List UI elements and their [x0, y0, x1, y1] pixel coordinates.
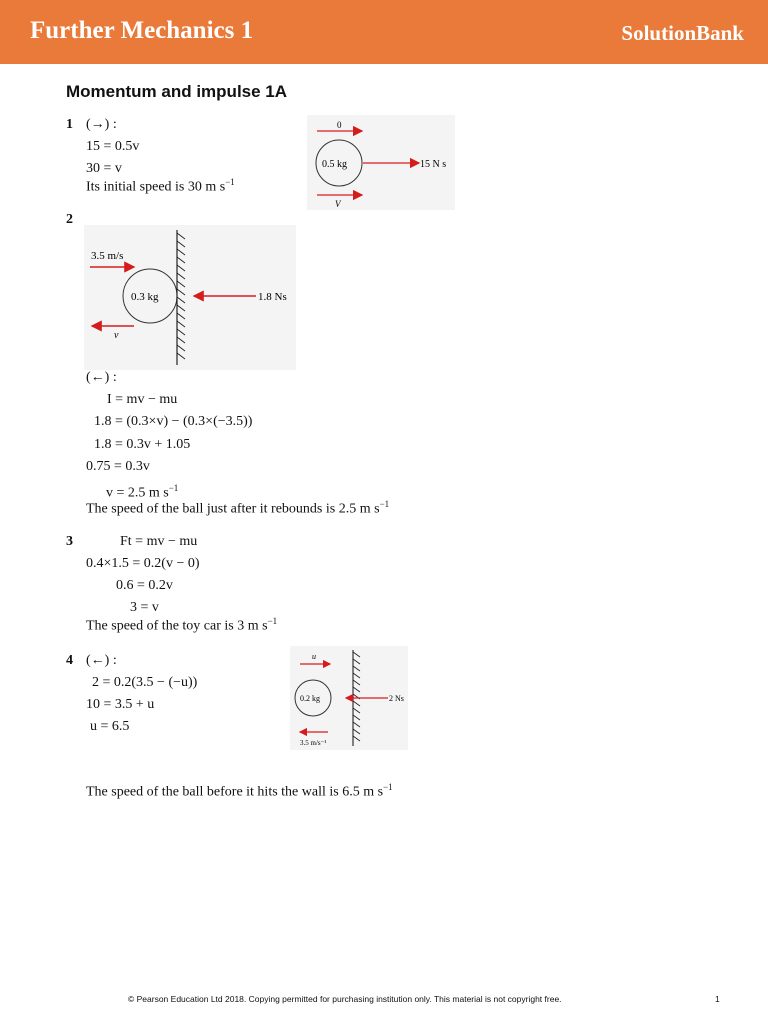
q2-rebound-label: v	[114, 330, 119, 341]
q1-answer: Its initial speed is 30 m $s^{-1}$	[86, 177, 235, 195]
q4-line-1: 2 = 0.2(3.5 − (−u))	[92, 675, 198, 690]
q2-direction: (←) :	[86, 370, 117, 385]
q1-diagram-svg	[307, 115, 455, 210]
q1-initial-label: 0	[337, 120, 342, 130]
question-4-number: 4	[66, 653, 73, 668]
q1-line-1: 15 = 0.5v	[86, 139, 140, 154]
q3-line-3: 0.6 = 0.2v	[116, 578, 173, 593]
q4-wall-hatching	[353, 652, 360, 741]
page-header	[0, 0, 768, 64]
q3-line-1: Ft = mv − mu	[120, 534, 198, 549]
question-2-number: 2	[66, 212, 73, 227]
q2-line-3: 1.8 = 0.3v + 1.05	[94, 437, 191, 452]
q4-mass-label: 0.2 kg	[300, 694, 320, 703]
q3-line-4: 3 = v	[130, 600, 159, 615]
q3-answer: The speed of the toy car is 3 m $s^{-1}$	[86, 616, 278, 634]
section-title: Momentum and impulse 1A	[66, 82, 288, 101]
q4-line-3: u = 6.5	[90, 719, 130, 734]
q3-line-2: 0.4×1.5 = 0.2(v − 0)	[86, 556, 200, 571]
question-3-number: 3	[66, 534, 73, 549]
q1-line-2: 30 = v	[86, 161, 122, 176]
q4-diagram	[290, 646, 408, 750]
question-1-number: 1	[66, 117, 73, 132]
q4-line-2: 10 = 3.5 + u	[86, 697, 155, 712]
q2-wall-hatching	[177, 233, 185, 359]
q2-impulse-label: 1.8 Ns	[258, 291, 287, 303]
q2-answer: The speed of the ball just after it rebounds is 2.5 m $s^{-1}$	[86, 499, 390, 517]
q1-final-label: V	[335, 199, 341, 209]
q4-diagram-svg	[290, 646, 408, 750]
q2-line-1: I = mv − mu	[107, 392, 178, 407]
q2-line-4: 0.75 = 0.3v	[86, 459, 150, 474]
q2-diagram	[84, 225, 296, 370]
page-number: 1	[715, 994, 720, 1004]
q4-rebound-label: 3.5 m/s⁻¹	[300, 739, 327, 747]
q1-mass-label: 0.5 kg	[322, 159, 347, 170]
q2-line-2: 1.8 = (0.3×v) − (0.3×(−3.5))	[94, 414, 253, 429]
footer-copyright: © Pearson Education Ltd 2018. Copying permitted for purchasing institution only. This material is not copyright free.	[128, 994, 562, 1004]
q1-impulse-label: 15 N s	[420, 159, 447, 170]
q4-direction: (←) :	[86, 653, 117, 668]
header-title: Further Mechanics 1	[30, 17, 254, 44]
q1-direction: (→) :	[86, 117, 117, 132]
q1-diagram	[307, 115, 455, 210]
q4-initial-label: u	[312, 652, 316, 661]
q4-answer: The speed of the ball before it hits the wall is 6.5 m $s^{-1}$	[86, 782, 393, 800]
header-brand: SolutionBank	[621, 21, 744, 45]
q2-speed-label: 3.5 m/s	[91, 250, 124, 262]
q2-diagram-svg	[84, 225, 296, 370]
q2-line-5: v = 2.5 m $s^{-1}$	[106, 483, 179, 501]
q4-impulse-label: 2 Ns	[389, 694, 404, 703]
q2-mass-label: 0.3 kg	[131, 291, 159, 303]
